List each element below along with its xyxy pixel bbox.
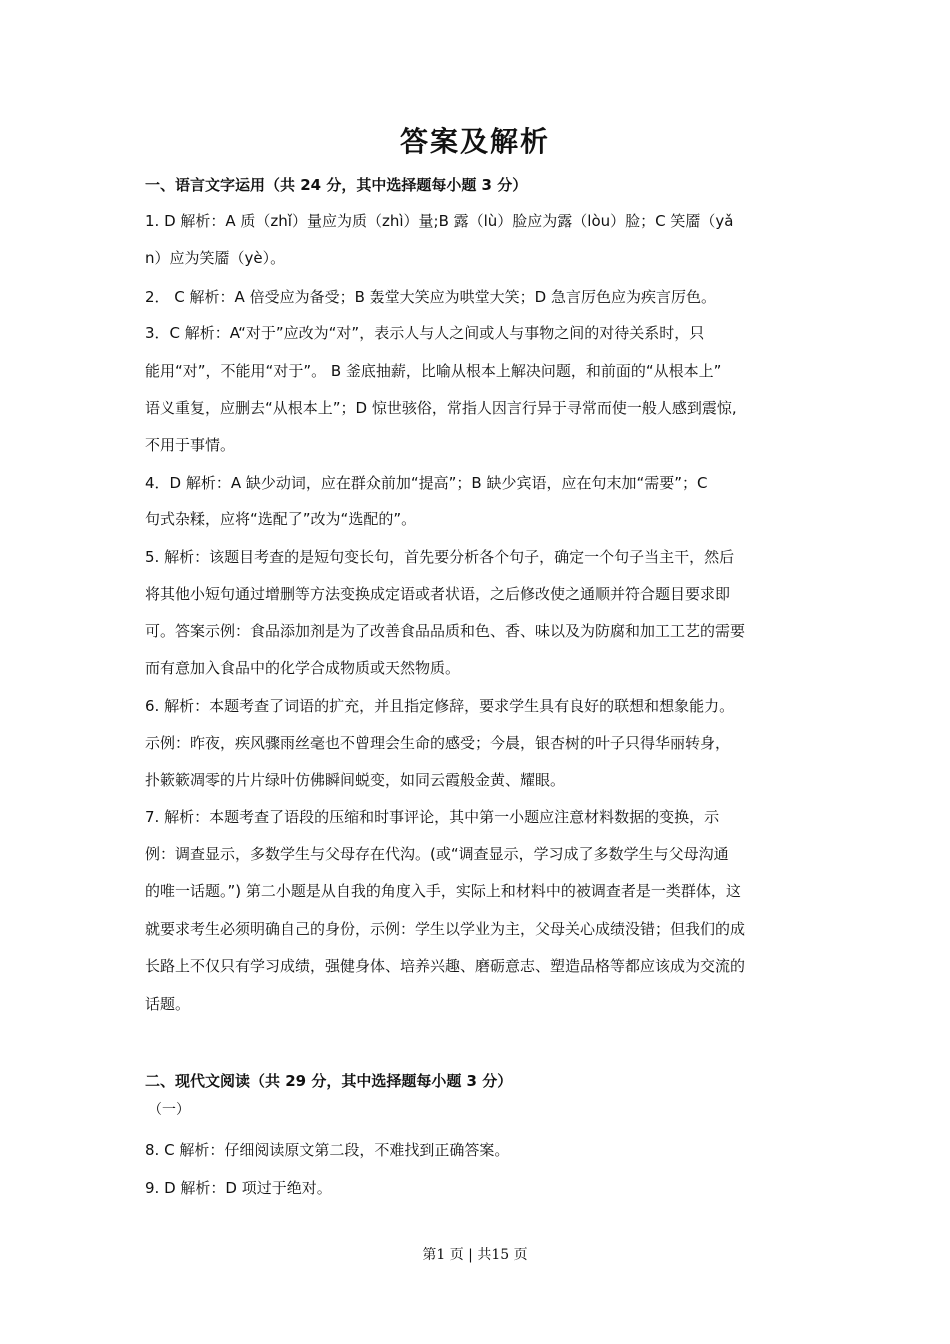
answer-line: 而有意加入食品中的化学合成物质或天然物质。	[145, 659, 461, 677]
section-2-subheading: （一）	[148, 1102, 190, 1118]
answer-line: 2． C 解析：A 倍受应为备受；B 轰堂大笑应为哄堂大笑；D 急言厉色应为疾言厉色。	[145, 288, 716, 306]
answer-line: 1. D 解析：A 质（zhǐ）量应为质（zhì）量;B 露（lù）脸应为露（lòu）脸；C 笑靥（yǎ	[145, 212, 734, 230]
answer-line: 6. 解析：本题考查了词语的扩充，并且指定修辞，要求学生具有良好的联想和想象能力。	[145, 697, 735, 715]
answer-line: 例：调查显示，多数学生与父母存在代沟。(或“调查显示，学习成了多数学生与父母沟通	[145, 845, 729, 863]
answer-line: 的唯一话题。”) 第二小题是从自我的角度入手，实际上和材料中的被调查者是一类群体，这	[145, 882, 741, 900]
section-1-heading: 一、语言文字运用（共 24 分，其中选择题每小题 3 分）	[145, 176, 528, 194]
page-footer: 第1 页 | 共15 页	[422, 1247, 528, 1263]
answer-line: n）应为笑靥（yè）。	[145, 249, 286, 267]
answer-line: 不用于事情。	[145, 436, 236, 454]
answer-line: 5. 解析：该题目考查的是短句变长句，首先要分析各个句子，确定一个句子当主干，然后	[145, 548, 735, 566]
answer-line: 示例：昨夜，疾风骤雨丝毫也不曾理会生命的感受；今晨，银杏树的叶子只得华丽转身，	[145, 734, 731, 752]
answer-line: 句式杂糅，应将“选配了”改为“选配的”。	[145, 510, 417, 528]
answer-line: 将其他小短句通过增删等方法变换成定语或者状语，之后修改使之通顺并符合题目要求即	[145, 585, 731, 603]
answer-line: 可。答案示例：食品添加剂是为了改善食品品质和色、香、味以及为防腐和加工工艺的需要	[145, 622, 746, 640]
answer-line: 话题。	[145, 995, 191, 1013]
section-2-heading: 二、现代文阅读（共 29 分，其中选择题每小题 3 分）	[145, 1072, 513, 1090]
answer-line: 3．C 解析：A“对于”应改为“对”，表示人与人之间或人与事物之间的对待关系时，只	[145, 324, 705, 342]
page-title: 答案及解析	[399, 125, 550, 158]
answer-line: 长路上不仅只有学习成绩，强健身体、培养兴趣、磨砺意志、塑造品格等都应该成为交流的	[145, 957, 746, 975]
answer-line: 9. D 解析：D 项过于绝对。	[145, 1179, 332, 1197]
answer-line: 扑簌簌凋零的片片绿叶仿佛瞬间蜕变，如同云霞般金黄、耀眼。	[145, 771, 566, 789]
answer-line: 能用“对”，不能用“对于”。 B 釜底抽薪，比喻从根本上解决问题，和前面的“从根本上”	[145, 362, 722, 380]
answer-line: 语义重复，应删去“从根本上”；D 惊世骇俗，常指人因言行异于寻常而使一般人感到震惊,	[145, 399, 737, 417]
answer-line: 7. 解析：本题考查了语段的压缩和时事评论，其中第一小题应注意材料数据的变换，示	[145, 808, 720, 826]
answer-line: 就要求考生必须明确自己的身份，示例：学生以学业为主，父母关心成绩没错；但我们的成	[145, 920, 746, 938]
answer-line: 4．D 解析：A 缺少动词，应在群众前加“提高”；B 缺少宾语，应在句末加“需要”；C	[145, 474, 708, 492]
answer-line: 8. C 解析：仔细阅读原文第二段，不难找到正确答案。	[145, 1141, 510, 1159]
